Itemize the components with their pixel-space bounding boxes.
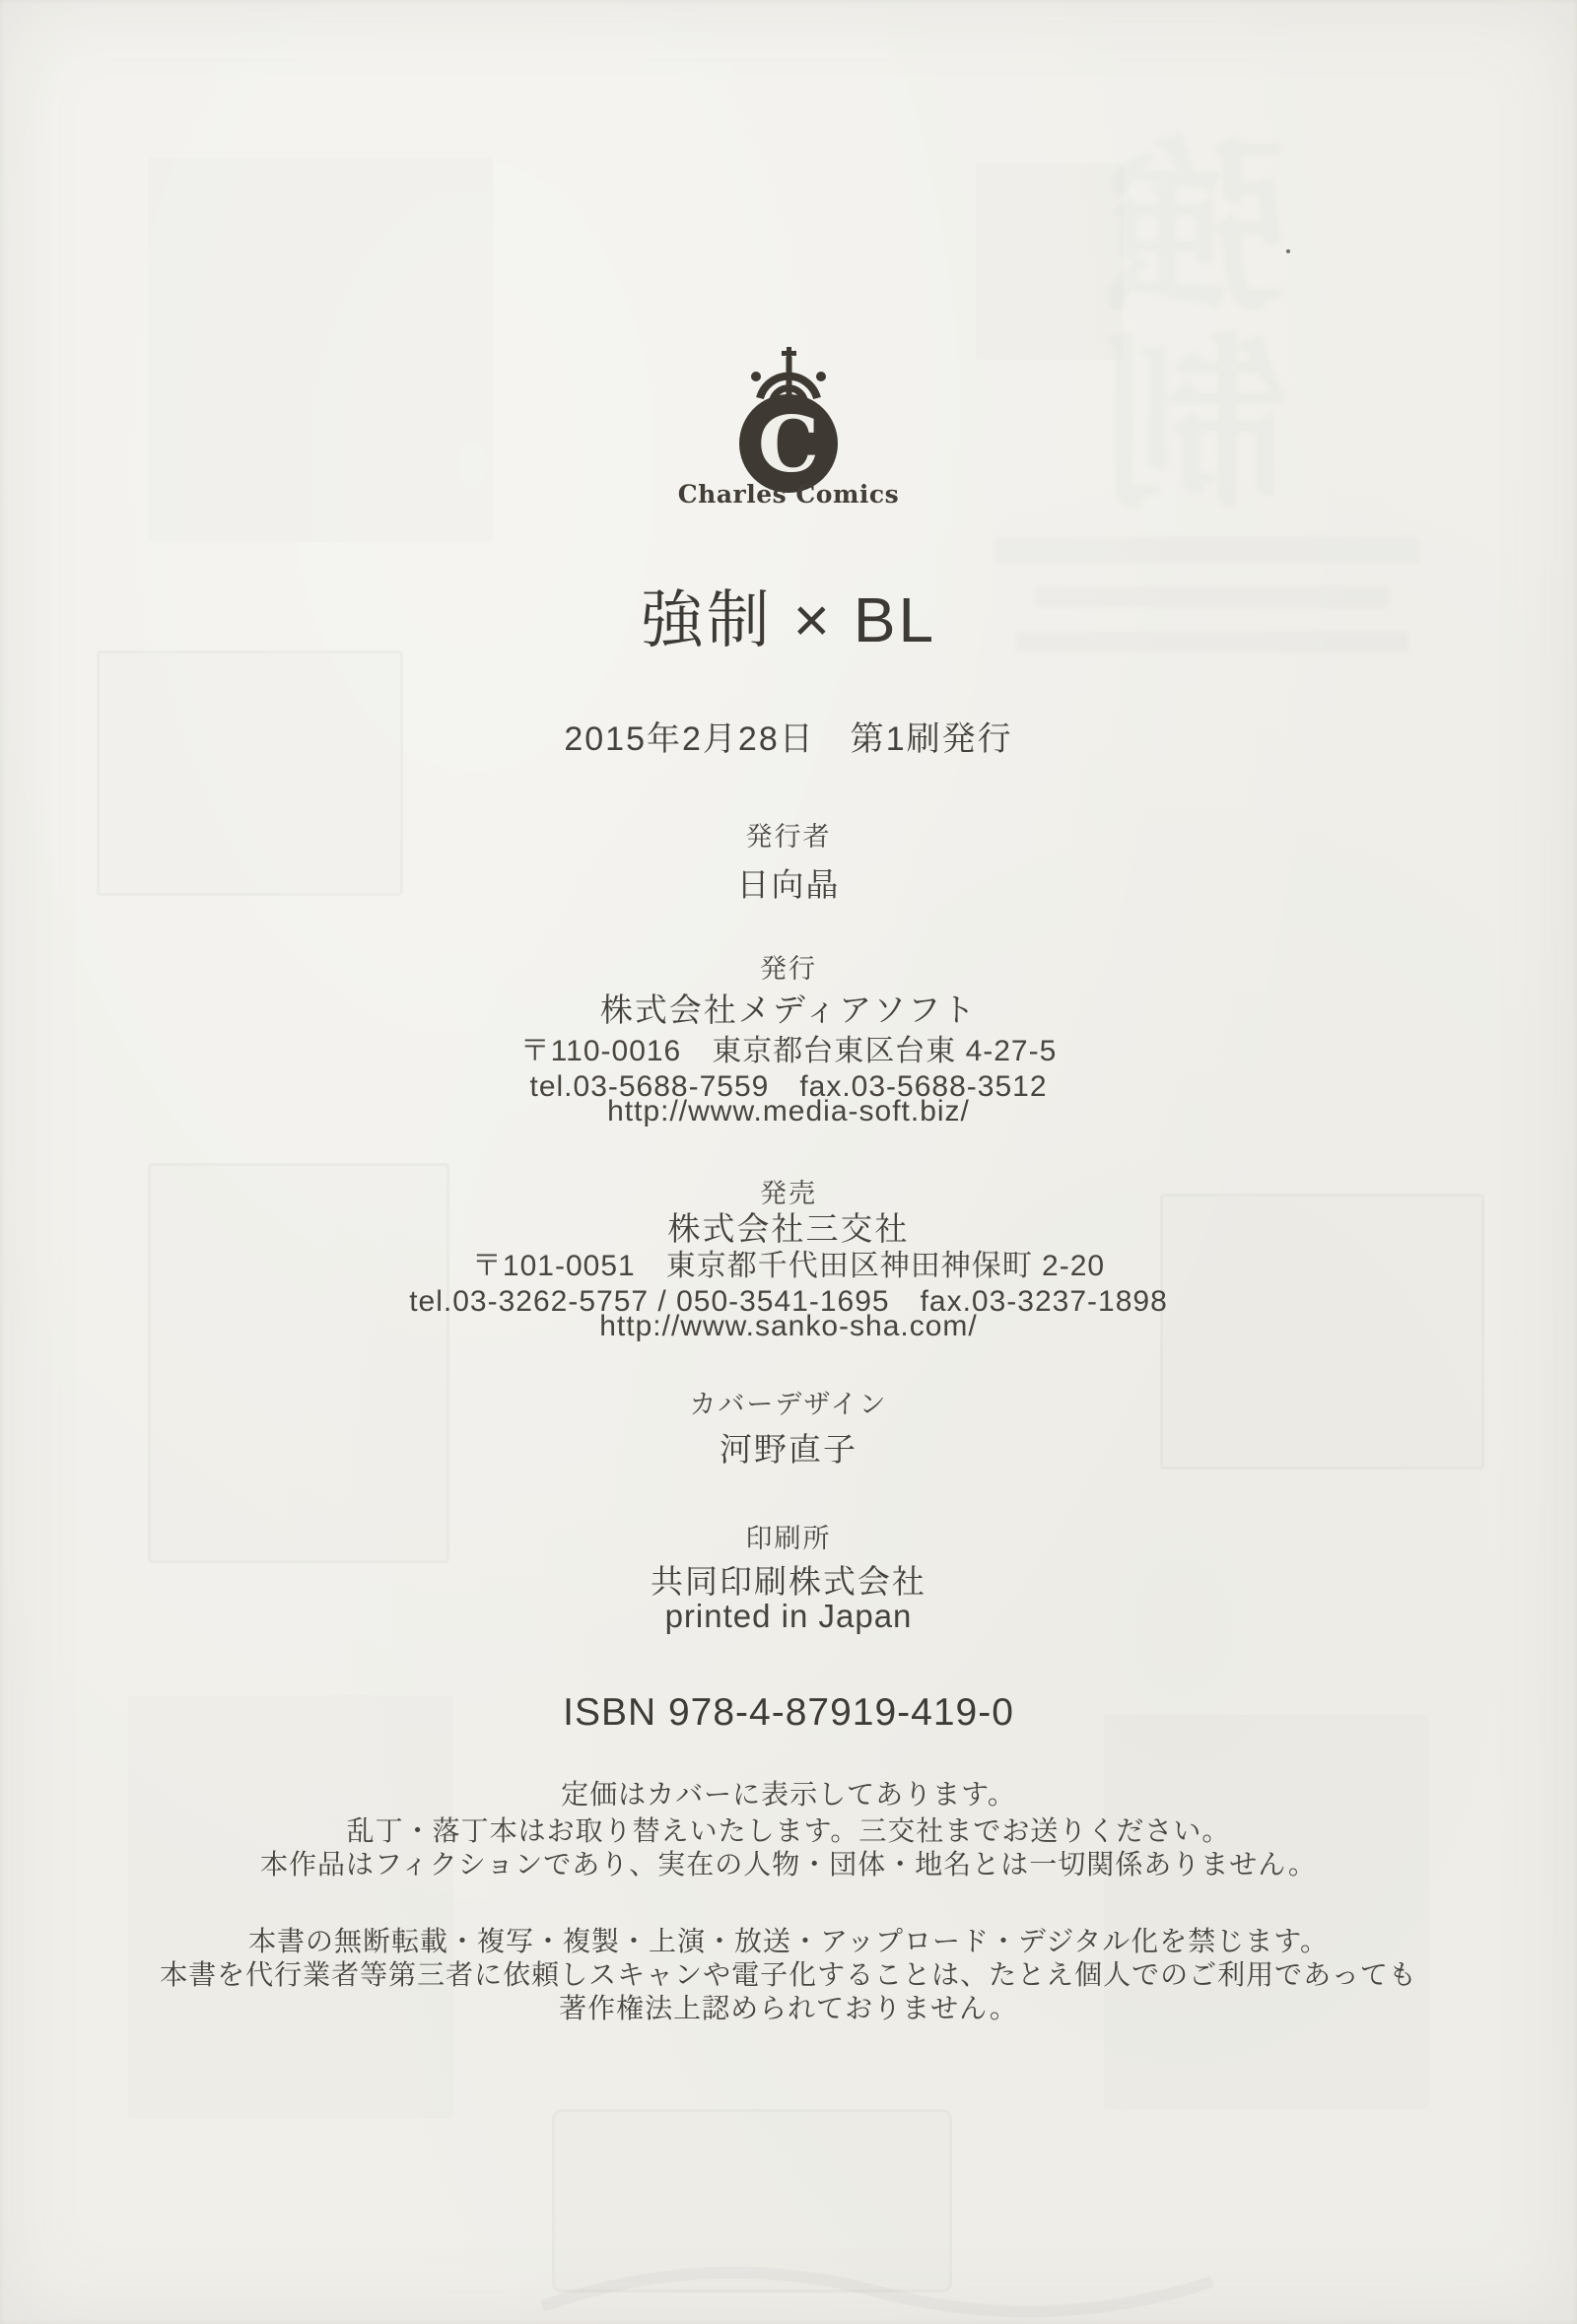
- notice-copyright-1: 本書の無断転載・複写・複製・上演・放送・アップロード・デジタル化を禁じます。: [247, 1926, 1330, 1956]
- showthrough-box: [552, 2109, 952, 2292]
- notice-copyright-2: 本書を代行業者等第三者に依頼しスキャンや電子化することは、たとえ個人でのご利用であっても: [160, 1959, 1417, 1990]
- publisher-person-name: 日向晶: [736, 866, 841, 903]
- printer-label: 印刷所: [745, 1524, 832, 1553]
- showthrough-box: [128, 1695, 453, 2119]
- notice-price: 定価はカバーに表示してあります。: [561, 1779, 1016, 1810]
- cover-design-label: カバーデザイン: [689, 1390, 888, 1419]
- publisher-address: 〒110-0016 東京都台東区台東 4-27-5: [519, 1035, 1058, 1067]
- publisher-logo: [0, 347, 1577, 498]
- publisher-name: 株式会社メディアソフト: [599, 991, 978, 1028]
- showthrough-curve: [532, 2247, 1222, 2324]
- notice-defects: 乱丁・落丁本はお取り替えいたします。三交社までお送りください。: [346, 1815, 1231, 1846]
- publisher-label: 発行: [760, 954, 817, 984]
- cover-design-name: 河野直子: [720, 1431, 857, 1468]
- book-title: 強制 × BL: [640, 584, 937, 655]
- distributor-label: 発売: [760, 1179, 817, 1208]
- distributor-name: 株式会社三交社: [667, 1210, 910, 1247]
- logo-monogram: C: [757, 400, 820, 490]
- showthrough-text: [995, 537, 1419, 563]
- showthrough-title-ghost: 強制: [1107, 128, 1316, 522]
- distributor-address: 〒101-0051 東京都千代田区神田神保町 2-20: [471, 1250, 1106, 1282]
- distributor-phones: tel.03-3262-5757 / 050-3541-1695 fax.03-3237-1898: [409, 1285, 1168, 1318]
- notice-copyright-3: 著作権法上認められておりません。: [559, 1993, 1018, 2023]
- edition-line: 2015年2月28日 第1刷発行: [564, 720, 1013, 758]
- publisher-phones: tel.03-5688-7559 fax.03-5688-3512: [529, 1070, 1048, 1103]
- publisher-person-label: 発行者: [745, 822, 832, 852]
- notice-fiction: 本作品はフィクションであり、実在の人物・団体・地名とは一切関係ありません。: [260, 1849, 1317, 1880]
- logo-wordmark: Charles Comics: [677, 480, 900, 509]
- printer-name: 共同印刷株式会社: [651, 1563, 926, 1600]
- distributor-url: http://www.sanko-sha.com/: [599, 1310, 978, 1342]
- showthrough-box: [976, 163, 1124, 360]
- scan-speck: [1286, 249, 1290, 253]
- isbn: ISBN 978-4-87919-419-0: [563, 1691, 1014, 1734]
- printed-in-japan: printed in Japan: [664, 1598, 913, 1634]
- logo-circle: [739, 394, 838, 493]
- publisher-url: http://www.media-soft.biz/: [607, 1095, 970, 1128]
